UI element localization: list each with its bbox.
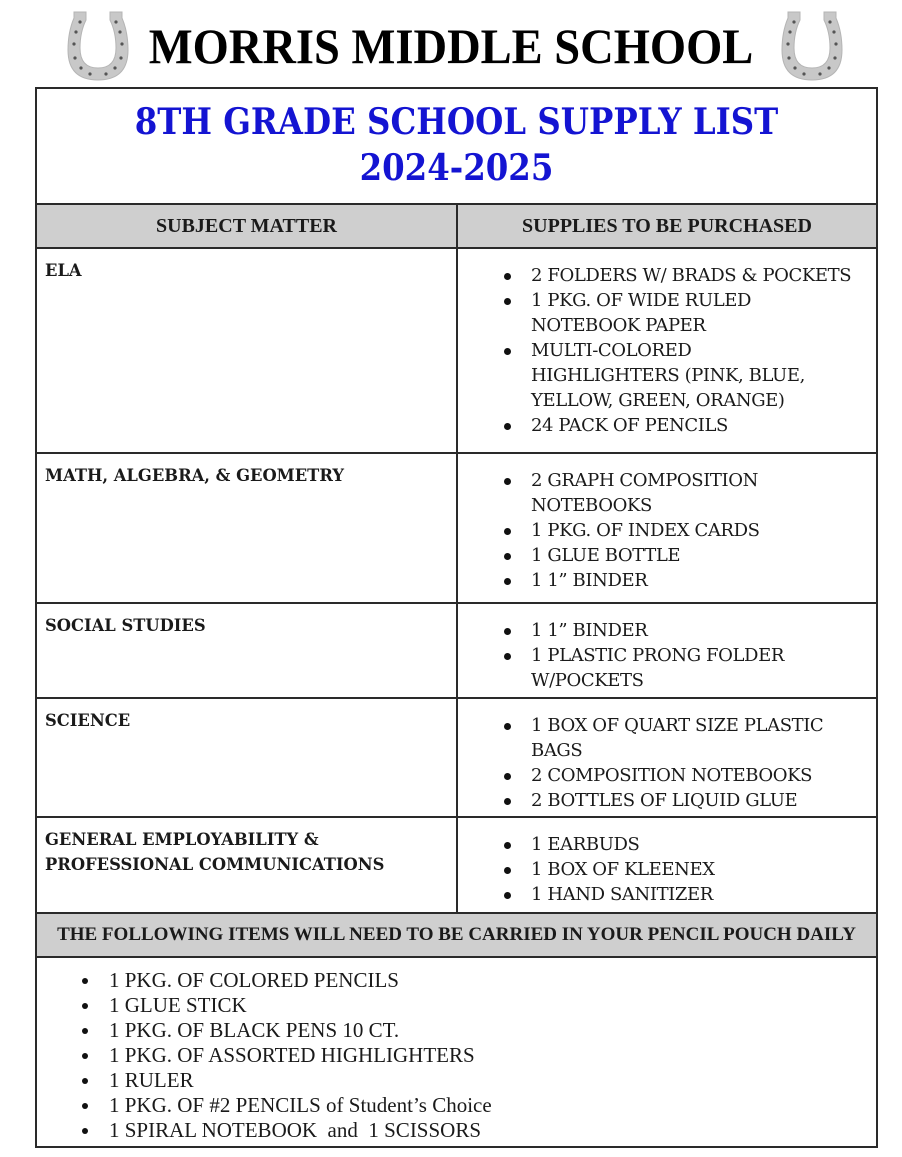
subject-label: SOCIAL STUDIES bbox=[45, 616, 206, 636]
list-title: 8TH GRADE SCHOOL SUPPLY LIST bbox=[134, 101, 779, 143]
list-item: 1 BOX OF QUART SIZE PLASTIC BAGS bbox=[458, 713, 876, 763]
supply-list-sheet bbox=[35, 87, 878, 1148]
supplies-list bbox=[458, 604, 876, 701]
list-item: 1 EARBUDS bbox=[458, 832, 876, 857]
list-item: 2 GRAPH COMPOSITION NOTEBOOKS bbox=[458, 468, 876, 518]
supplies-cell bbox=[458, 249, 876, 452]
list-item: 1 GLUE STICK bbox=[37, 993, 876, 1018]
list-item: 2 FOLDERS W/ BRADS & POCKETS bbox=[458, 263, 876, 288]
list-item: 1 HAND SANITIZER bbox=[458, 882, 876, 907]
table-row bbox=[37, 249, 876, 454]
table-row bbox=[37, 699, 876, 818]
subject-label: ELA bbox=[45, 261, 82, 281]
list-item: 1 PKG. OF BLACK PENS 10 CT. bbox=[37, 1018, 876, 1043]
column-header-supplies: SUPPLIES TO BE PURCHASED bbox=[522, 214, 812, 237]
list-item: 24 PACK OF PENCILS bbox=[458, 413, 876, 438]
pencil-pouch-heading: THE FOLLOWING ITEMS WILL NEED TO BE CARRIED IN YOUR PENCIL POUCH DAILY bbox=[37, 914, 876, 958]
list-item: 1 1” BINDER bbox=[458, 618, 876, 643]
table-row bbox=[37, 454, 876, 604]
supplies-cell bbox=[458, 454, 876, 602]
list-item: 1 RULER bbox=[37, 1068, 876, 1093]
supplies-cell bbox=[458, 604, 876, 697]
page-header bbox=[0, 0, 902, 86]
subject-label: SCIENCE bbox=[45, 711, 131, 731]
pencil-pouch-list bbox=[37, 958, 876, 1143]
table-header bbox=[37, 205, 876, 249]
subject-label: GENERAL EMPLOYABILITY & PROFESSIONAL COMMUNICATIONS bbox=[45, 830, 385, 875]
list-item: 1 PKG. OF COLORED PENCILS bbox=[37, 968, 876, 993]
school-name: MORRIS MIDDLE SCHOOL bbox=[148, 18, 754, 74]
subject-cell bbox=[37, 249, 458, 452]
subject-cell bbox=[37, 699, 458, 816]
school-year: 2024-2025 bbox=[359, 147, 554, 189]
list-item: MULTI-COLORED HIGHLIGHTERS (PINK, BLUE, YELLOW, GREEN, ORANGE) bbox=[458, 338, 876, 413]
supplies-list bbox=[458, 818, 876, 915]
list-item: 1 PKG. OF ASSORTED HIGHLIGHTERS bbox=[37, 1043, 876, 1068]
list-item: 1 GLUE BOTTLE bbox=[458, 543, 876, 568]
subject-cell bbox=[37, 818, 458, 912]
list-item: 1 PLASTIC PRONG FOLDER W/POCKETS bbox=[458, 643, 876, 693]
list-item: 1 BOX OF KLEENEX bbox=[458, 857, 876, 882]
supplies-cell bbox=[458, 818, 876, 912]
list-item: 1 SPIRAL NOTEBOOK and 1 SCISSORS bbox=[37, 1118, 876, 1143]
list-item: 1 PKG. OF WIDE RULED NOTEBOOK PAPER bbox=[458, 288, 876, 338]
list-item: 1 PKG. OF #2 PENCILS of Student’s Choice bbox=[37, 1093, 876, 1118]
supplies-list bbox=[458, 699, 876, 821]
list-item: 1 PKG. OF INDEX CARDS bbox=[458, 518, 876, 543]
table-row bbox=[37, 604, 876, 699]
subject-label: MATH, ALGEBRA, & GEOMETRY bbox=[45, 466, 345, 486]
supplies-list bbox=[458, 454, 876, 601]
list-item: 1 1” BINDER bbox=[458, 568, 876, 593]
subject-cell bbox=[37, 454, 458, 602]
list-item: 2 COMPOSITION NOTEBOOKS bbox=[458, 763, 876, 788]
horseshoe-icon bbox=[780, 8, 844, 82]
column-header-subject: SUBJECT MATTER bbox=[37, 205, 458, 247]
list-item: 2 BOTTLES OF LIQUID GLUE bbox=[458, 788, 876, 813]
supplies-list bbox=[458, 249, 876, 446]
title-block bbox=[37, 89, 876, 205]
table-row bbox=[37, 818, 876, 914]
supplies-cell bbox=[458, 699, 876, 816]
subject-cell bbox=[37, 604, 458, 697]
